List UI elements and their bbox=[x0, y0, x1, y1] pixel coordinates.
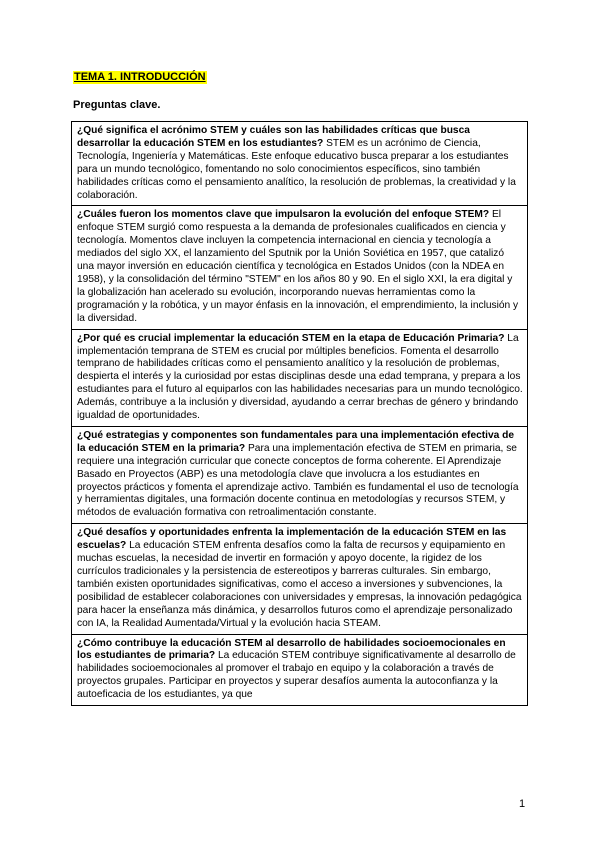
question-text: ¿Por qué es crucial implementar la educación STEM en la etapa de Educación Primaria? bbox=[77, 332, 505, 344]
answer-text: La educación STEM contribuye significativamente al desarrollo de habilidades socioemocionales al promover el trabajo en equipo y la colaboración a través de proyectos grupales. Participar en proyectos y superar desafíos aumenta la autoconfianza y la autoeficacia de los estudiantes, ya que bbox=[77, 650, 516, 701]
answer-text: La implementación temprana de STEM es crucial por múltiples beneficios. Fomenta el desarrollo temprano de habilidades críticas como el pensamiento analítico y la resolución de problemas, despierta el interés y la curiosidad por estas disciplinas desde una edad temprana, y prepara a los estudiantes para el futuro al equiparlos con las habilidades necesarias para un mundo tecnológico. Además, contribuye a la inclusión y diversidad, ayudando a cerrar brechas de género y brindando igualdad de oportunidades. bbox=[77, 332, 523, 422]
answer-text: La educación STEM enfrenta desafíos como la falta de recursos y equipamiento en muchas escuelas, la necesidad de invertir en formación y apoyo docente, la rigidez de los currículos tradicionales y la persistencia de estereotipos y barreras culturales. Sin embargo, también existen oportunidades significativas, como el acceso a inversiones y subvenciones, la posibilidad de establecer colaboraciones con universidades y empresas, la innovación pedagógica para hacer la enseñanza más dinámica, y desarrollos futuros como el aprendizaje personalizado con IA, la Realidad Aumentada/Virtual y la evolución hacia STEAM. bbox=[77, 540, 522, 629]
qa-cell bbox=[72, 634, 528, 706]
document-subtitle: Preguntas clave. bbox=[73, 99, 161, 111]
answer-text: El enfoque STEM surgió como respuesta a la demanda de profesionales cualificados en ciencia y tecnología. Momentos clave incluyen la competencia internacional en ciencia y tecnología a mediados del siglo XX, el lanzamiento del Sputnik por la Unión Soviética en 1957, que catalizó una mayor inversión en educación científica y tecnológica en Estados Unidos (con la NDEA en 1958), y la consolidación del término "STEM" en los años 80 y 90. En el siglo XXI, la era digital y la globalización han acelerado su evolución, incorporando nuevas herramientas como la programación y la robótica, y un mayor énfasis en la innovación, el emprendimiento, la inclusión y la diversidad. bbox=[77, 209, 519, 324]
qa-row bbox=[72, 122, 528, 206]
qa-row bbox=[72, 634, 528, 706]
page-number: 1 bbox=[519, 798, 526, 810]
question-text: ¿Qué desafíos y oportunidades enfrenta la implementación de la educación STEM en las escuelas? bbox=[77, 527, 507, 552]
qa-row bbox=[72, 524, 528, 634]
question-text: ¿Cuáles fueron los momentos clave que impulsaron la evolución del enfoque STEM? bbox=[77, 209, 490, 221]
document-title: TEMA 1. INTRODUCCIÓN bbox=[74, 71, 206, 83]
qa-cell bbox=[72, 206, 528, 329]
qa-table bbox=[71, 121, 528, 706]
question-text: ¿Qué estrategias y componentes son fundamentales para una implementación efectiva de la educación STEM en la primaria? bbox=[77, 429, 515, 454]
qa-cell bbox=[72, 426, 528, 523]
answer-text: Para una implementación efectiva de STEM en primaria, se requiere una integración curricular que conecte conceptos de forma coherente. El Aprendizaje Basado en Proyectos (ABP) es una metodología clave que involucra a los estudiantes en proyectos prácticos y fomenta el aprendizaje activo. También es fundamental el uso de tecnología y herramientas digitales, una formación docente continua en metodologías y recursos STEM, y métodos de evaluación formativa con retroalimentación constante. bbox=[77, 442, 519, 519]
qa-row bbox=[72, 426, 528, 523]
question-text: ¿Qué significa el acrónimo STEM y cuáles son las habilidades críticas que busca desarrollar la educación STEM en los estudiantes? bbox=[77, 125, 470, 149]
question-text: ¿Cómo contribuye la educación STEM al desarrollo de habilidades socioemocionales en los estudiantes de primaria? bbox=[77, 637, 506, 662]
answer-text: STEM es un acrónimo de Ciencia, Tecnología, Ingeniería y Matemáticas. Este enfoque educativo busca preparar a los estudiantes para un mundo tecnológico, fomentando no solo conocimientos específicos, sino también habilidades críticas como el pensamiento analítico, la resolución de problemas, la creatividad y la colaboración. bbox=[77, 137, 516, 201]
qa-row bbox=[72, 206, 528, 329]
qa-row bbox=[72, 329, 528, 426]
qa-cell bbox=[72, 122, 528, 206]
qa-cell bbox=[72, 329, 528, 426]
qa-cell bbox=[72, 524, 528, 634]
